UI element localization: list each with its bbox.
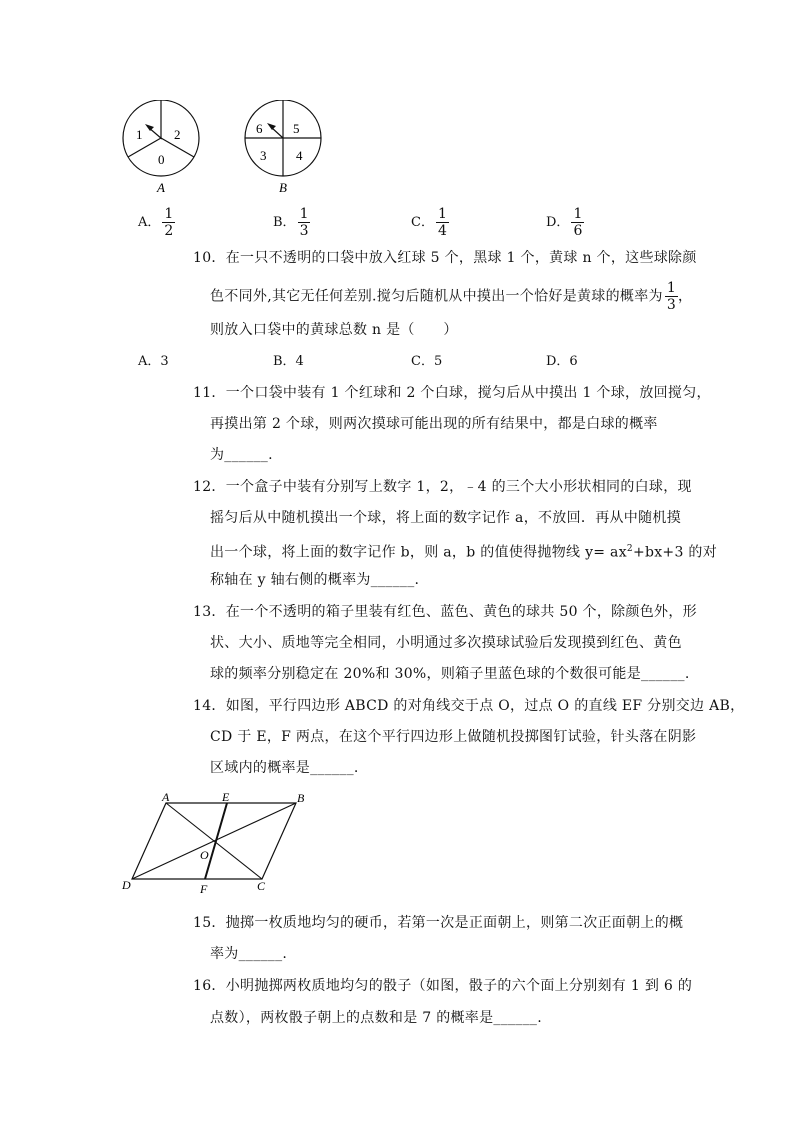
q10-frac-den: 3 — [666, 297, 677, 313]
q13-line-1: 13．在一个不透明的箱子里装有红色、蓝色、黄色的球共 50 个，除颜色外，形 — [193, 604, 697, 620]
q16-line-1: 16．小明抛掷两枚质地均匀的骰子（如图，骰子的六个面上分别刻有 1 到 6 的 — [193, 978, 693, 994]
q9-option-d — [546, 206, 584, 239]
spinner-b-sector-5: 5 — [293, 121, 300, 136]
q9-b-num: 1 — [299, 206, 309, 222]
q12-line-3-a: 出一个球，将上面的数字记作 b，则 a，b 的值使得抛物线 y= ax — [210, 544, 627, 561]
q10-line-2-text: 色不同外,其它无任何差别.搅匀后随机从中摸出一个恰好是黄球的概率为 — [210, 288, 663, 305]
q10-option-c: C．5 — [411, 354, 443, 369]
q15-line-2: 率为______. — [210, 946, 288, 962]
q9-a-den: 2 — [164, 223, 174, 239]
q9-option-a-letter: A． — [138, 215, 161, 230]
q11-line-2: 再摸出第 2 个球，则两次摸球可能出现的所有结果中，都是白球的概率 — [210, 416, 658, 432]
spinner-b — [238, 100, 328, 195]
q14-line-2: CD 于 E，F 两点，在这个平行四边形上做随机投掷图钉试验，针头落在阴影 — [210, 729, 697, 745]
q9-option-b-letter: B． — [273, 215, 296, 230]
vertex-c-label: C — [257, 879, 266, 893]
spinner-a-label: A — [157, 180, 165, 195]
q9-option-c-letter: C． — [411, 215, 434, 230]
q10-line-1: 10．在一只不透明的口袋中放入红球 5 个，黑球 1 个，黄球 n 个，这些球除颜 — [193, 250, 697, 266]
q11-line-1: 11．一个口袋中装有 1 个红球和 2 个白球，搅匀后从中摸出 1 个球，放回搅匀， — [193, 385, 711, 401]
q13-line-3: 球的频率分别稳定在 20%和 30%，则箱子里蓝色球的个数很可能是______. — [210, 666, 690, 682]
spinner-b-sector-3: 3 — [260, 148, 267, 163]
q10-line-3: 则放入口袋中的黄球总数 n 是（ ） — [210, 322, 458, 338]
q9-d-num: 1 — [573, 206, 583, 222]
q9-option-c — [411, 206, 449, 239]
q10-option-b: B．4 — [273, 354, 304, 369]
q10-frac-num: 1 — [666, 280, 677, 296]
q10-option-d: D．6 — [546, 354, 578, 369]
spinner-b-sector-6: 6 — [256, 121, 263, 136]
q9-c-num: 1 — [437, 206, 447, 222]
q9-option-d-fraction — [571, 206, 584, 239]
parallelogram-figure — [118, 790, 318, 900]
q10-option-a: A．3 — [138, 354, 169, 369]
q9-option-b-fraction — [298, 206, 311, 239]
q9-option-a-fraction — [162, 206, 175, 239]
q9-option-a — [138, 206, 175, 239]
spinner-a-sector-2: 2 — [174, 127, 181, 142]
q15-line-1: 15．抛掷一枚质地均匀的硬币，若第一次是正面朝上，则第二次正面朝上的概 — [193, 915, 684, 931]
point-e-label: E — [222, 790, 230, 804]
q9-option-b — [273, 206, 310, 239]
q12-line-1: 12．一个盒子中装有分别写上数字 1，2，﹣4 的三个大小形状相同的白球，现 — [193, 479, 692, 495]
vertex-b-label: B — [297, 791, 305, 805]
q11-line-3: 为______. — [210, 447, 273, 463]
q9-option-d-letter: D． — [546, 215, 570, 230]
q9-c-den: 4 — [437, 223, 447, 239]
q9-option-c-fraction — [436, 206, 449, 239]
q12-line-4: 称轴在 y 轴右侧的概率为______. — [210, 572, 420, 588]
spinner-b-sector-4: 4 — [296, 148, 303, 163]
q16-line-2: 点数），两枚骰子朝上的点数和是 7 的概率是______. — [210, 1010, 542, 1026]
q12-exponent: 2 — [626, 544, 633, 554]
spinner-b-label: B — [279, 180, 287, 195]
q12-line-2: 摇匀后从中随机摸出一个球，将上面的数字记作 a，不放回．再从中随机摸 — [210, 510, 681, 526]
point-f-label: F — [200, 882, 208, 896]
q9-d-den: 6 — [573, 223, 583, 239]
spinner-a-sector-0: 0 — [158, 152, 165, 167]
q14-line-3: 区域内的概率是______. — [210, 760, 359, 776]
q12-line-3-b: +bx+3 的对 — [632, 544, 718, 561]
q10-fraction — [665, 280, 678, 313]
spinner-a-sector-1: 1 — [136, 127, 143, 142]
vertex-d-label: D — [122, 878, 131, 892]
q13-line-2: 状、大小、质地等完全相同，小明通过多次摸球试验后发现摸到红色、黄色 — [210, 635, 682, 651]
q14-line-1: 14．如图，平行四边形 ABCD 的对角线交于点 O，过点 O 的直线 EF 分别交边 AB， — [193, 698, 745, 714]
q10-line-2: 色不同外,其它无任何差别.搅匀后随机从中摸出一个恰好是黄球的概率为 $\frac{1}{3}$ ， — [210, 280, 693, 313]
point-o-label: O — [200, 848, 209, 862]
q9-a-num: 1 — [164, 206, 174, 222]
q12-line-3 — [210, 539, 717, 563]
q9-b-den: 3 — [299, 223, 309, 239]
spinner-a — [118, 100, 208, 195]
vertex-a-label: A — [162, 790, 170, 804]
